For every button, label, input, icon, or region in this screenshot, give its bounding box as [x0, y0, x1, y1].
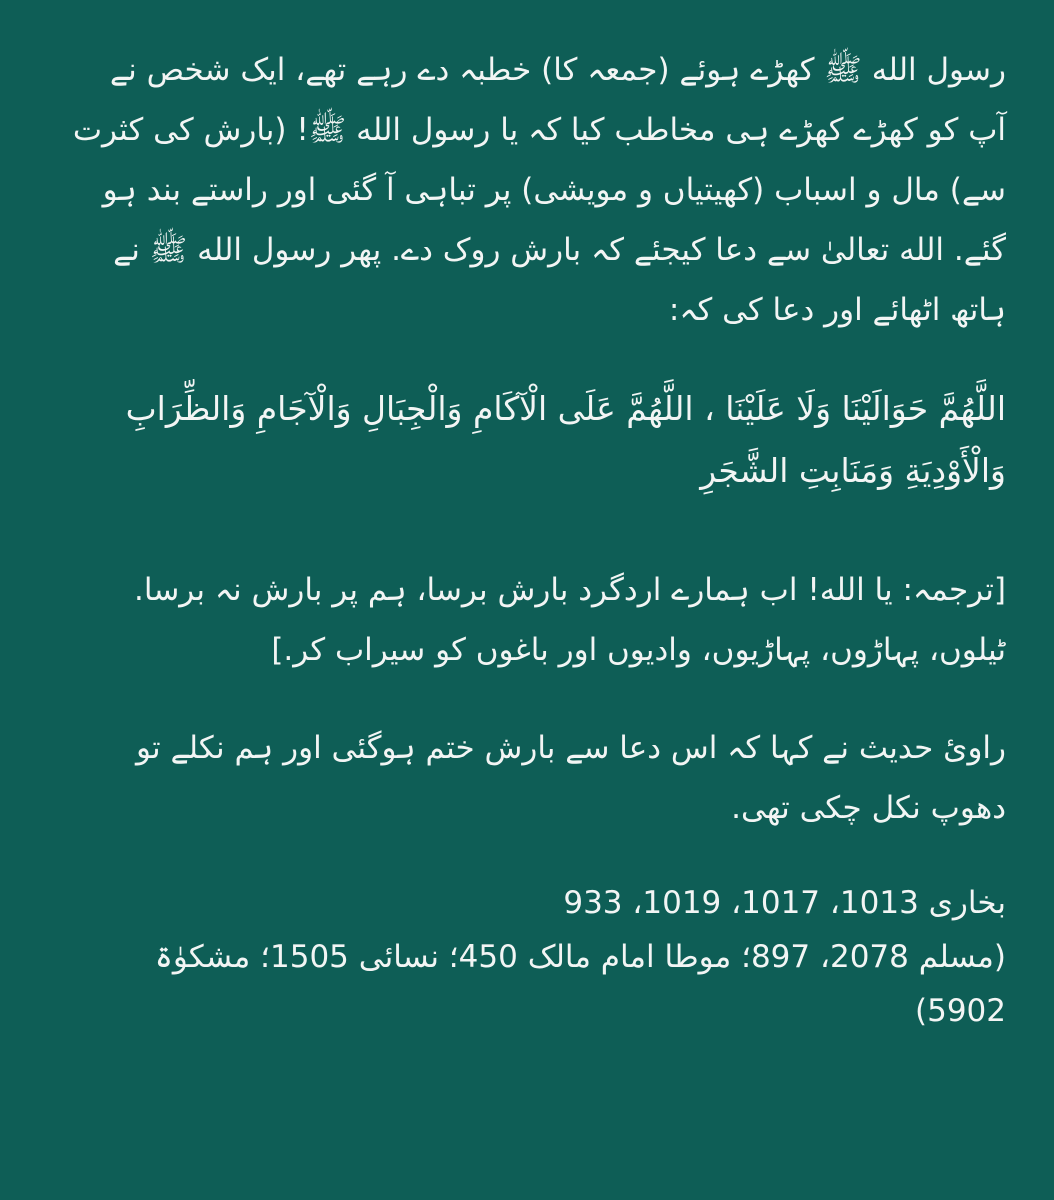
dua-arabic-text: اللَّهُمَّ حَوَالَيْنَا وَلَا عَلَيْنَا ، اللَّهُمَّ عَلَى الْآكَامِ وَالْجِبَالِ وَالْآجَامِ وَالظِّرَابِ وَالْأَوْدِيَةِ وَمَنَابِتِ الشَّجَرِ — [125, 389, 1006, 490]
spacer — [64, 502, 1006, 560]
reference-bukhari: بخاری 1013، 1017، 1019، 933 — [563, 885, 1006, 921]
outcome-paragraph: راوئ حدیث نے کہا کہ اس دعا سے بارش ختم ہوگئی اور ہم نکلے تو دھوپ نکل چکی تھی. — [135, 730, 1006, 826]
reference-others: (مسلم 2078، 897؛ موطا امام مالک 450؛ نسائی 1505؛ مشکوٰۃ 5902) — [154, 939, 1006, 1029]
narration-paragraph: رسول الله ﷺ کھڑے ہوئے (جمعہ کا) خطبہ دے رہے تھے، ایک شخص نے آپ کو کھڑے کھڑے ہی مخاطب کیا کہ یا رسول الله ﷺ! (بارش کی کثرت سے) مال و اسباب (کھیتیاں و مویشی) پر تباہی آ گئی اور راستے بند ہو گئے. الله تعالیٰ سے دعا کیجئے کہ بارش روک دے. پھر رسول الله ﷺ نے ہاتھ اٹھائے اور دعا کی کہ: — [72, 52, 1006, 328]
references-block — [64, 876, 1006, 1038]
spacer — [64, 680, 1006, 718]
spacer — [64, 340, 1006, 378]
spacer — [64, 838, 1006, 876]
translation-paragraph: [ترجمہ: یا الله! اب ہمارے اردگرد بارش برسا، ہم پر بارش نہ برسا. ٹیلوں، پہاڑوں، پہاڑیوں، وادیوں اور باغوں کو سیراب کر.] — [134, 572, 1006, 668]
